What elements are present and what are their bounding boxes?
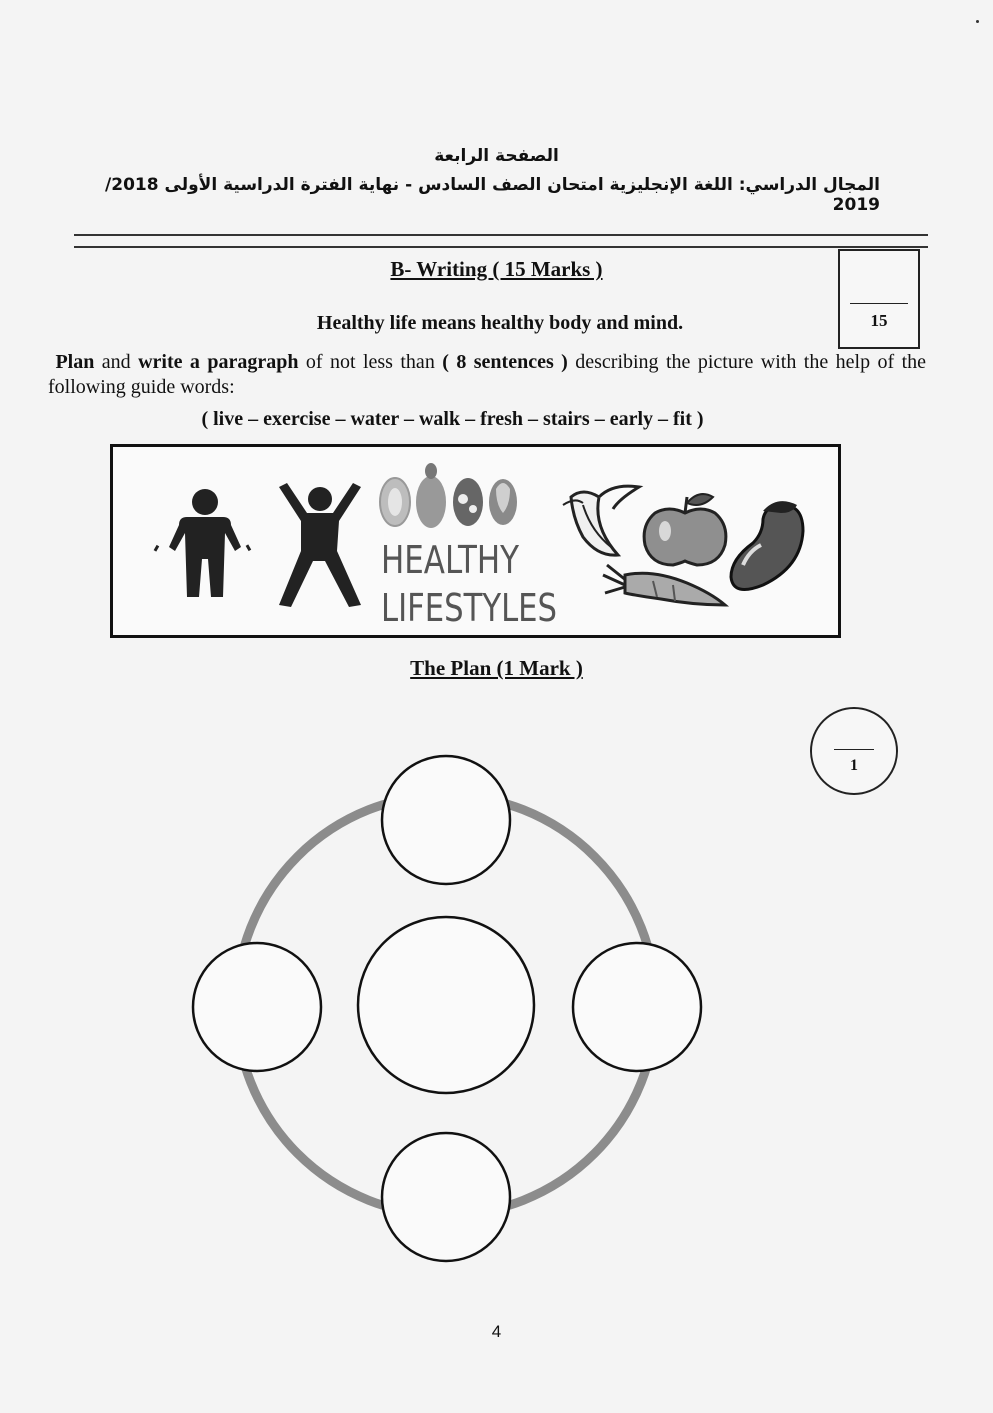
plan-title: The Plan (1 Mark ) <box>410 656 583 680</box>
plan-mark-circle <box>810 707 898 795</box>
right-bubble[interactable] <box>573 943 701 1071</box>
instruction-end: describing the picture with the help of the following guide words: <box>48 351 927 398</box>
double-rule-divider <box>74 234 928 248</box>
standing-person-icon <box>154 489 252 597</box>
instruction-count: ( 8 sentences ) <box>442 351 568 373</box>
plan-mark: 1 <box>850 757 858 774</box>
scan-dot <box>976 20 979 23</box>
mark-line <box>850 303 908 304</box>
instruction-mid: of not less than <box>298 351 443 373</box>
mark-total: 15 <box>870 311 888 330</box>
task-instruction <box>48 350 926 400</box>
center-bubble[interactable] <box>358 917 534 1093</box>
jumping-person-icon <box>279 483 361 607</box>
eggplant-icon <box>731 501 803 589</box>
picture-text-lifestyles: LIFESTYLES <box>381 586 557 630</box>
bottom-bubble[interactable] <box>382 1133 510 1261</box>
instruction-write: write a paragraph <box>138 351 299 373</box>
healthy-lifestyles-picture <box>113 447 838 635</box>
page-number: 4 <box>491 1322 502 1341</box>
task-headline: Healthy life means healthy body and mind. <box>316 312 684 334</box>
left-bubble[interactable] <box>193 943 321 1071</box>
plan-diagram <box>180 745 720 1285</box>
top-bubble[interactable] <box>382 756 510 884</box>
apple-icon <box>644 494 726 565</box>
picture-frame <box>110 444 841 638</box>
instruction-and: and <box>94 351 139 373</box>
plan-heading <box>0 656 993 681</box>
picture-text-healthy: HEALTHY <box>381 538 520 582</box>
subject-line-arabic: المجال الدراسي: اللغة الإنجليزية امتحان الصف السادس - نهاية الفترة الدراسية الأولى 2018/ 2019 <box>105 175 880 215</box>
bottles-icon <box>380 463 517 528</box>
plan-mark-line <box>834 749 874 750</box>
guide-words: ( live – exercise – water – walk – fresh – stairs – early – fit ) <box>201 408 704 430</box>
instruction-plan: Plan <box>55 351 95 373</box>
page-title-arabic: الصفحة الرابعة <box>434 146 559 166</box>
banana-icon <box>563 486 639 555</box>
carrot-icon <box>603 565 725 605</box>
section-title: B- Writing ( 15 Marks ) <box>390 257 603 281</box>
